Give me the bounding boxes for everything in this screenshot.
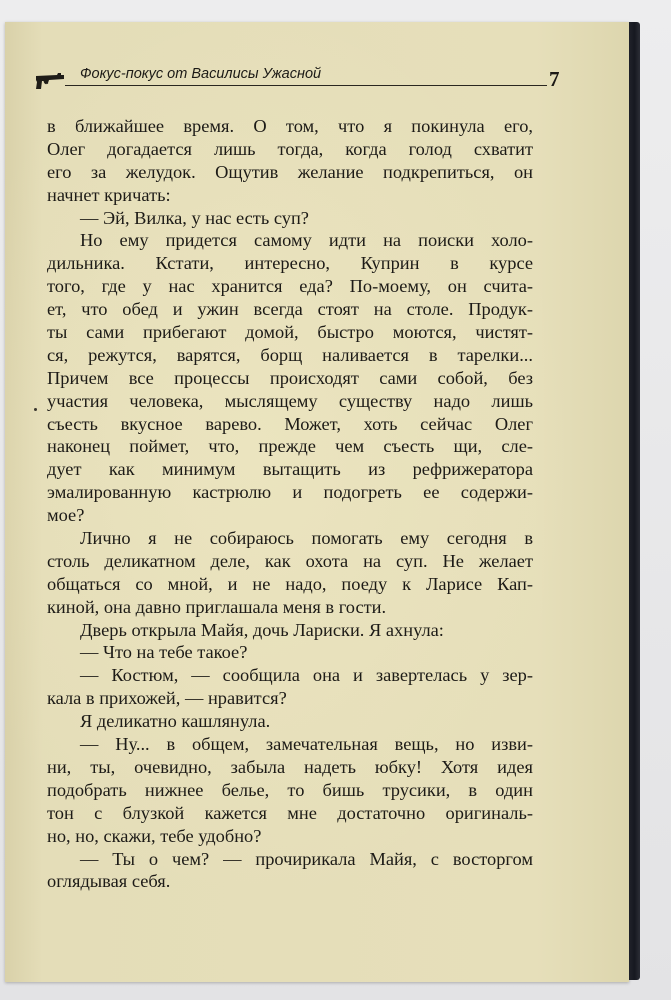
running-head [35, 66, 560, 91]
revolver-icon [35, 72, 65, 90]
text-line: мое? [47, 505, 85, 526]
text-line: — Ты о чем? — прочирикала Майя, с восторгом [80, 848, 533, 869]
text-line: ся, режутся, варятся, борщ наливается в тарелки... [47, 344, 533, 365]
text-line: участия человека, мыслящему существу надо лишь [47, 390, 533, 411]
text-line: дильника. Кстати, интересно, Куприн в курсе [47, 253, 533, 274]
text-line: Дверь открыла Майя, дочь Лариски. Я ахнула: [80, 619, 444, 640]
text-line: общаться со мной, и не надо, поеду к Ларисе Кап- [47, 573, 533, 594]
text-line: его за желудок. Ощутив желание подкрепиться, он [47, 161, 533, 182]
text-line: того, где у нас хранится еда? По-моему, он счита- [47, 276, 533, 297]
text-line: дует как минимум вытащить из рефрижератора [47, 459, 533, 480]
header-rule [65, 85, 547, 86]
text-line: ты сами прибегают домой, быстро моются, чистят- [47, 322, 533, 343]
text-line: эмалированную кастрюлю и подогреть ее содержи- [47, 482, 533, 503]
text-line: киной, она давно приглашала меня в гости. [47, 596, 387, 617]
text-line: — Костюм, — сообщила она и завертелась у зер- [80, 665, 533, 686]
text-line: начнет кричать: [47, 184, 171, 205]
text-line: тон с блузкой кажется мне достаточно оригиналь- [47, 802, 533, 823]
text-line: Причем все процессы происходят сами собой, без [47, 367, 533, 388]
page-number: 7 [549, 67, 560, 91]
text-line: съесть вкусное варево. Может, хоть сейчас Олег [47, 413, 533, 434]
text-line: — Что на тебе такое? [80, 642, 248, 663]
text-line: но, но, скажи, тебе удобно? [47, 825, 262, 846]
text-line: подобрать нижнее белье, то бишь трусики, в один [47, 779, 533, 800]
text-line: в ближайшее время. О том, что я покинула его, [47, 116, 533, 136]
text-line: Я деликатно кашлянула. [80, 711, 271, 732]
body-text [47, 115, 533, 893]
text-line: оглядывая себя. [47, 871, 171, 892]
text-line: столь деликатном деле, как охота на суп. Не желает [47, 550, 533, 571]
text-line: Но ему придется самому идти на поиски холо- [80, 230, 533, 251]
book-page [5, 22, 629, 982]
text-line: ет, что обед и ужин всегда стоят на столе. Продук- [47, 299, 533, 320]
text-line: — Ну... в общем, замечательная вещь, но изви- [80, 734, 533, 755]
text-line: наконец поймет, что, прежде чем съесть щи, сле- [47, 436, 533, 457]
text-line: кала в прихожей, — нравится? [47, 688, 287, 709]
text-line: ни, ты, очевидно, забыла надеть юбку! Хотя идея [47, 756, 533, 777]
margin-speck [34, 408, 37, 411]
text-line: Лично я не собираюсь помогать ему сегодня в [80, 528, 533, 549]
text-line: — Эй, Вилка, у нас есть суп? [80, 207, 309, 228]
text-line: Олег догадается лишь тогда, когда голод схватит [47, 138, 533, 159]
running-head-title: Фокус-покус от Василисы Ужасной [80, 66, 322, 82]
